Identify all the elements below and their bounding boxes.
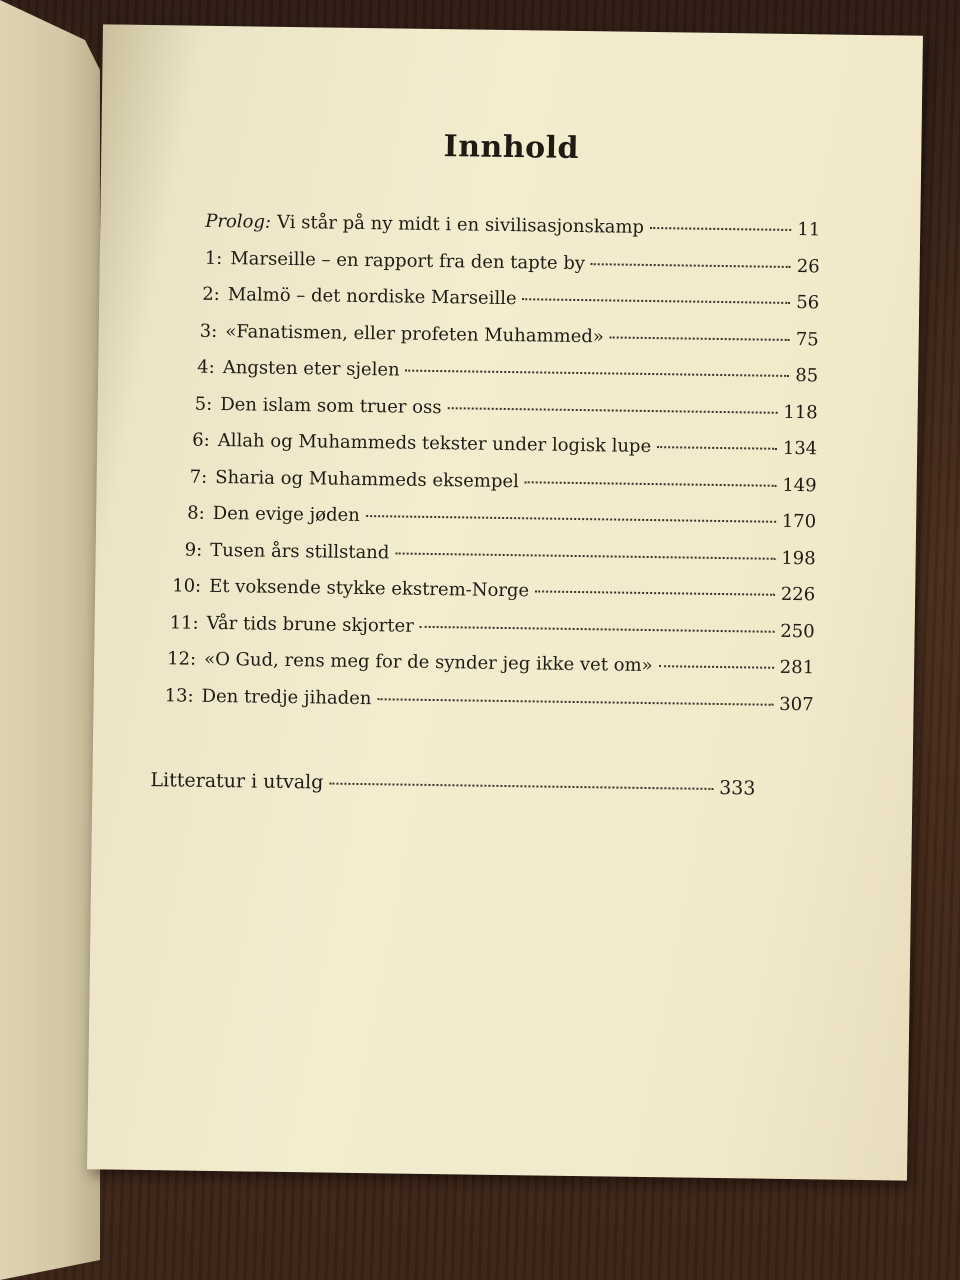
toc-entry-literature: [150, 769, 755, 799]
dot-leader: [447, 406, 777, 414]
toc-page-number: 26: [796, 255, 820, 277]
page-title: Innhold: [443, 129, 580, 166]
toc-entry-text: Vår tids brune skjorter: [206, 612, 415, 637]
chapter-number: 7:: [189, 466, 208, 488]
chapter-number: 8:: [187, 502, 205, 524]
toc-entry-text: Malmö – det nordiske Marseille: [227, 284, 517, 310]
dot-leader: [659, 664, 774, 669]
chapter-number: 2:: [202, 283, 220, 305]
dot-leader: [329, 782, 713, 790]
prolog-label: Prolog:: [205, 210, 272, 233]
toc-page-number: 333: [719, 777, 756, 800]
chapter-number: 10:: [172, 575, 202, 597]
toc-entry-text: Tusen års stillstand: [210, 539, 390, 563]
chapter-number: 3:: [199, 320, 218, 342]
dot-leader: [395, 551, 775, 559]
toc-entry-text: Marseille – en rapport fra den tapte by: [230, 247, 586, 274]
chapter-number: 12:: [167, 648, 197, 670]
chapter-number: 6:: [192, 429, 210, 451]
toc-entry-text: Allah og Muhammeds tekster under logisk lupe: [217, 429, 652, 458]
toc-page-number: 250: [780, 620, 815, 642]
toc-entry: [153, 685, 813, 731]
dot-leader: [610, 335, 790, 341]
table-of-contents: [153, 210, 820, 730]
toc-page-number: 281: [779, 656, 815, 679]
toc-page-number: 226: [780, 583, 816, 606]
dot-leader: [535, 589, 775, 595]
toc-entry-text: Den islam som truer oss: [220, 393, 442, 418]
toc-page-number: 149: [782, 474, 817, 496]
toc-entry-text: «O Gud, rens meg for de synder jeg ikke vet om»: [203, 648, 653, 677]
dot-leader: [523, 297, 791, 304]
toc-page-number: 170: [781, 510, 817, 533]
chapter-number: 9:: [184, 539, 203, 561]
dot-leader: [525, 480, 777, 487]
toc-entry-text: Sharia og Muhammeds eksempel: [215, 466, 519, 492]
dot-leader: [657, 445, 777, 450]
toc-entry-text: Vi står på ny midt i en sivilisasjonskamp: [276, 211, 645, 238]
toc-page-number: 85: [795, 365, 819, 387]
book-page: [87, 24, 923, 1180]
toc-page-number: 198: [781, 547, 816, 569]
toc-entry-text: Den evige jøden: [212, 502, 360, 526]
toc-page-number: 11: [797, 219, 821, 241]
chapter-number: 5:: [194, 393, 213, 415]
chapter-number: 11:: [169, 611, 199, 634]
toc-entry-text: «Fanatismen, eller profeten Muhammed»: [225, 320, 605, 347]
toc-page-number: 118: [783, 401, 818, 423]
dot-leader: [591, 262, 791, 268]
toc-entry-text: Den tredje jihaden: [201, 685, 372, 709]
dot-leader: [377, 697, 773, 706]
chapter-number: 13:: [164, 684, 194, 707]
toc-entry-text: Litteratur i utvalg: [150, 769, 324, 794]
toc-page-number: 56: [796, 292, 820, 314]
chapter-number: 1:: [204, 247, 223, 269]
toc-page-number: 75: [795, 328, 819, 350]
toc-entry-text: Angsten eter sjelen: [222, 357, 400, 381]
dot-leader: [420, 624, 774, 632]
chapter-number: 4:: [197, 356, 215, 378]
dot-leader: [366, 514, 776, 523]
toc-page-number: 134: [782, 437, 818, 460]
toc-page-number: 307: [779, 693, 814, 715]
toc-entry-text: Et voksende stykke ekstrem-Norge: [209, 575, 530, 602]
dot-leader: [650, 226, 791, 231]
dot-leader: [406, 369, 790, 377]
